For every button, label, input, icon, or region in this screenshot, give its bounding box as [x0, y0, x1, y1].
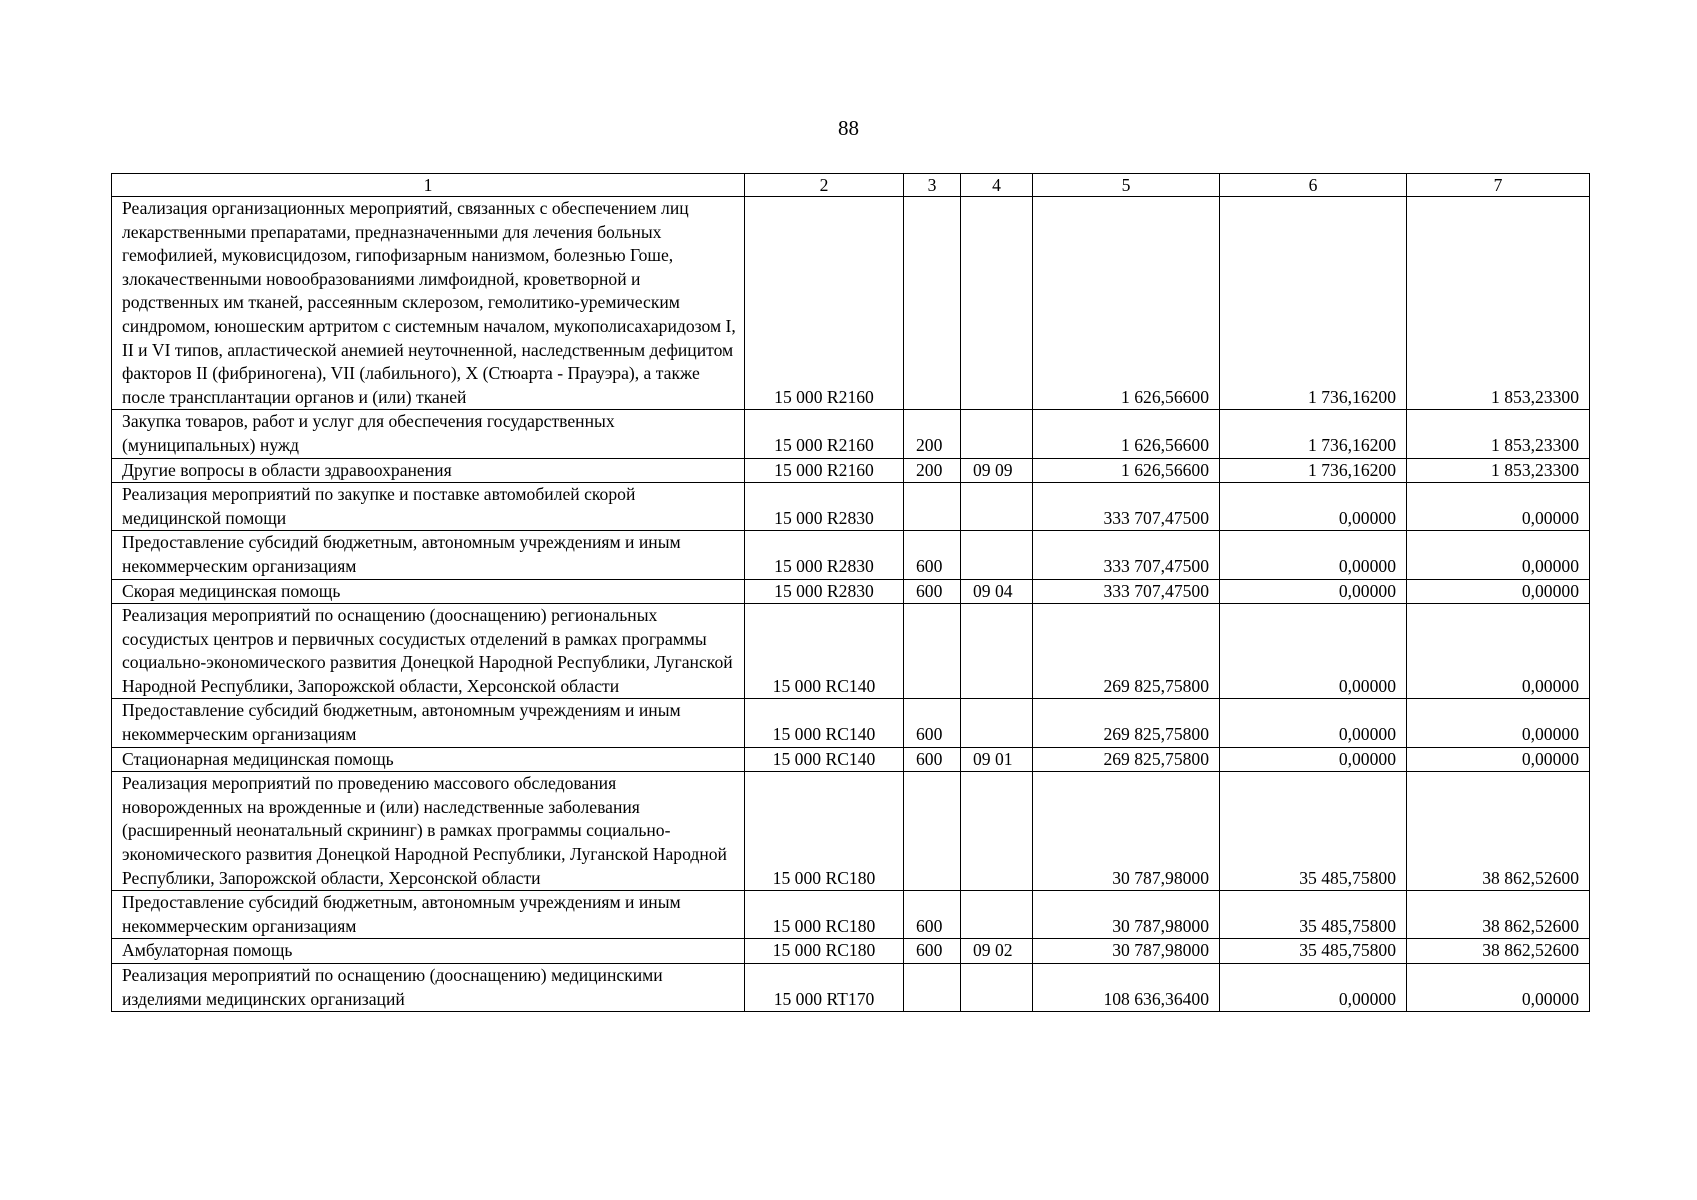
- row-value-6-cell: 0,00000: [1220, 604, 1407, 699]
- row-value-7-cell: 38 862,52600: [1407, 939, 1590, 964]
- page-number: 88: [838, 116, 859, 140]
- row-section-cell: 09 04: [961, 579, 1033, 604]
- row-value-5-cell: 1 626,56600: [1033, 410, 1220, 458]
- row-code-cell: 15 000 RC140: [745, 747, 904, 772]
- header-cell-7: 7: [1407, 174, 1590, 197]
- row-code-cell: 15 000 RC180: [745, 772, 904, 891]
- row-value-6-cell: 0,00000: [1220, 579, 1407, 604]
- row-section-cell: [961, 699, 1033, 747]
- table-row: [112, 604, 1590, 699]
- row-value-7-cell: 0,00000: [1407, 699, 1590, 747]
- row-expense-type-cell: [904, 197, 961, 410]
- row-expense-type-cell: 600: [904, 579, 961, 604]
- table-row: [112, 747, 1590, 772]
- row-value-7-cell: 0,00000: [1407, 579, 1590, 604]
- header-cell-4: 4: [961, 174, 1033, 197]
- row-value-7-cell: 38 862,52600: [1407, 891, 1590, 939]
- row-section-cell: 09 09: [961, 458, 1033, 483]
- row-value-6-cell: 35 485,75800: [1220, 939, 1407, 964]
- row-value-7-cell: 0,00000: [1407, 747, 1590, 772]
- row-value-5-cell: 269 825,75800: [1033, 747, 1220, 772]
- row-code-cell: 15 000 RT170: [745, 964, 904, 1012]
- header-cell-1: 1: [112, 174, 745, 197]
- row-expense-type-cell: 600: [904, 891, 961, 939]
- row-expense-type-cell: [904, 483, 961, 531]
- row-code-cell: 15 000 RC140: [745, 699, 904, 747]
- table-row: [112, 939, 1590, 964]
- row-value-7-cell: 38 862,52600: [1407, 772, 1590, 891]
- row-value-5-cell: 30 787,98000: [1033, 772, 1220, 891]
- row-section-cell: 09 01: [961, 747, 1033, 772]
- row-value-7-cell: 1 853,23300: [1407, 458, 1590, 483]
- header-cell-6: 6: [1220, 174, 1407, 197]
- row-section-cell: [961, 531, 1033, 579]
- table-row: [112, 699, 1590, 747]
- table-row: [112, 197, 1590, 410]
- row-expense-type-cell: [904, 604, 961, 699]
- row-value-5-cell: 30 787,98000: [1033, 939, 1220, 964]
- table-row: [112, 531, 1590, 579]
- row-section-cell: [961, 410, 1033, 458]
- row-section-cell: [961, 604, 1033, 699]
- row-value-6-cell: 0,00000: [1220, 483, 1407, 531]
- row-name-cell: Реализация мероприятий по закупке и поставке автомобилей скорой медицинской помощи: [112, 483, 745, 531]
- row-code-cell: 15 000 R2830: [745, 483, 904, 531]
- row-name-cell: Реализация мероприятий по оснащению (дооснащению) медицинскими изделиями медицинских организаций: [112, 964, 745, 1012]
- row-value-5-cell: 269 825,75800: [1033, 699, 1220, 747]
- row-name-cell: Стационарная медицинская помощь: [112, 747, 745, 772]
- table-row: [112, 579, 1590, 604]
- row-name-cell: Реализация организационных мероприятий, связанных с обеспечением лиц лекарственными препаратами, предназначенными для лечения больных гемофилией, муковисцидозом, гипофизарным нанизмом, болезнью Гоше, злокачественными новообразованиями лимфоидной, кроветворной и родственных им тканей, рассеянным склерозом, гемолитико-уремическим синдромом, юношеским артритом с системным началом, мукополисахаридозом I, II и VI типов, апластической анемией неуточненной, наследственным дефицитом факторов II (фибриногена), VII (лабильного), X (Стюарта - Прауэра), а также после трансплантации органов и (или) тканей: [112, 197, 745, 410]
- row-value-5-cell: 333 707,47500: [1033, 483, 1220, 531]
- header-cell-5: 5: [1033, 174, 1220, 197]
- row-expense-type-cell: 200: [904, 458, 961, 483]
- budget-table: [111, 173, 1590, 1012]
- table-row: [112, 964, 1590, 1012]
- row-code-cell: 15 000 RC140: [745, 604, 904, 699]
- row-section-cell: [961, 964, 1033, 1012]
- row-section-cell: [961, 483, 1033, 531]
- row-code-cell: 15 000 R2830: [745, 531, 904, 579]
- row-code-cell: 15 000 RC180: [745, 939, 904, 964]
- row-value-6-cell: 0,00000: [1220, 531, 1407, 579]
- row-expense-type-cell: [904, 772, 961, 891]
- row-code-cell: 15 000 R2830: [745, 579, 904, 604]
- row-value-5-cell: 333 707,47500: [1033, 531, 1220, 579]
- row-expense-type-cell: 600: [904, 939, 961, 964]
- row-value-7-cell: 0,00000: [1407, 531, 1590, 579]
- row-value-6-cell: 1 736,16200: [1220, 458, 1407, 483]
- row-expense-type-cell: [904, 964, 961, 1012]
- row-section-cell: [961, 772, 1033, 891]
- row-value-5-cell: 30 787,98000: [1033, 891, 1220, 939]
- row-value-7-cell: 0,00000: [1407, 964, 1590, 1012]
- row-section-cell: [961, 197, 1033, 410]
- row-name-cell: Реализация мероприятий по оснащению (дооснащению) региональных сосудистых центров и первичных сосудистых отделений в рамках программы социально-экономического развития Донецкой Народной Республики, Луганской Народной Республики, Запорожской области, Херсонской области: [112, 604, 745, 699]
- row-section-cell: 09 02: [961, 939, 1033, 964]
- row-value-6-cell: 0,00000: [1220, 699, 1407, 747]
- row-value-6-cell: 0,00000: [1220, 964, 1407, 1012]
- row-name-cell: Другие вопросы в области здравоохранения: [112, 458, 745, 483]
- row-expense-type-cell: 200: [904, 410, 961, 458]
- row-value-5-cell: 1 626,56600: [1033, 197, 1220, 410]
- row-name-cell: Реализация мероприятий по проведению массового обследования новорожденных на врожденные и (или) наследственные заболевания (расширенный неонатальный скрининг) в рамках программы социально-экономического развития Донецкой Народной Республики, Луганской Народной Республики, Запорожской области, Херсонской области: [112, 772, 745, 891]
- row-value-6-cell: 1 736,16200: [1220, 410, 1407, 458]
- row-expense-type-cell: 600: [904, 699, 961, 747]
- row-value-5-cell: 269 825,75800: [1033, 604, 1220, 699]
- row-code-cell: 15 000 R2160: [745, 197, 904, 410]
- table-row: [112, 410, 1590, 458]
- row-value-6-cell: 0,00000: [1220, 747, 1407, 772]
- row-name-cell: Амбулаторная помощь: [112, 939, 745, 964]
- row-expense-type-cell: 600: [904, 531, 961, 579]
- row-value-7-cell: 0,00000: [1407, 483, 1590, 531]
- row-expense-type-cell: 600: [904, 747, 961, 772]
- row-code-cell: 15 000 RC180: [745, 891, 904, 939]
- table-header-row: [112, 174, 1590, 197]
- row-name-cell: Предоставление субсидий бюджетным, автономным учреждениям и иным некоммерческим организациям: [112, 891, 745, 939]
- table-row: [112, 891, 1590, 939]
- row-name-cell: Предоставление субсидий бюджетным, автономным учреждениям и иным некоммерческим организациям: [112, 699, 745, 747]
- row-value-6-cell: 35 485,75800: [1220, 891, 1407, 939]
- table-row: [112, 772, 1590, 891]
- row-name-cell: Предоставление субсидий бюджетным, автономным учреждениям и иным некоммерческим организациям: [112, 531, 745, 579]
- row-name-cell: Закупка товаров, работ и услуг для обеспечения государственных (муниципальных) нужд: [112, 410, 745, 458]
- row-value-5-cell: 1 626,56600: [1033, 458, 1220, 483]
- table-row: [112, 458, 1590, 483]
- row-section-cell: [961, 891, 1033, 939]
- header-cell-2: 2: [745, 174, 904, 197]
- row-value-7-cell: 0,00000: [1407, 604, 1590, 699]
- row-value-7-cell: 1 853,23300: [1407, 410, 1590, 458]
- table-row: [112, 483, 1590, 531]
- header-cell-3: 3: [904, 174, 961, 197]
- row-name-cell: Скорая медицинская помощь: [112, 579, 745, 604]
- row-code-cell: 15 000 R2160: [745, 458, 904, 483]
- row-value-7-cell: 1 853,23300: [1407, 197, 1590, 410]
- row-code-cell: 15 000 R2160: [745, 410, 904, 458]
- row-value-5-cell: 108 636,36400: [1033, 964, 1220, 1012]
- row-value-6-cell: 35 485,75800: [1220, 772, 1407, 891]
- row-value-5-cell: 333 707,47500: [1033, 579, 1220, 604]
- row-value-6-cell: 1 736,16200: [1220, 197, 1407, 410]
